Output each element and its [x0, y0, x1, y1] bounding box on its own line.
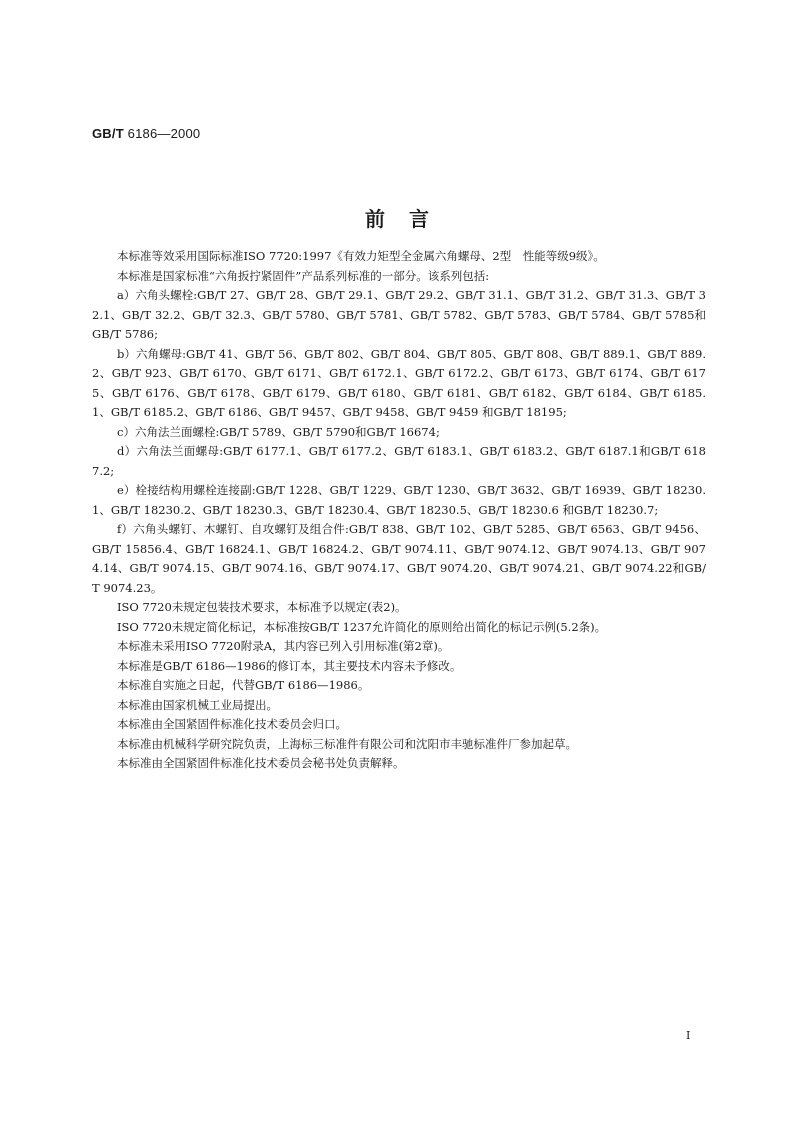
foreword-body	[92, 247, 706, 774]
list-item-hex-nuts: b）六角螺母:GB/T 41、GB/T 56、GB/T 802、GB/T 804、GB/T 805、GB/T 808、GB/T 889.1、GB/T 889.2、GB/T 923、GB/T 6170、GB/T 6171、GB/T 6172.1、GB/T 6172.2、GB/T 6173、GB/T 6174、GB/T 6175、GB/T 6176、GB/T 6178、GB/T 6179、GB/T 6180、GB/T 6181、GB/T 6182、GB/T 6184、GB/T 6185.1、GB/T 6185.2、GB/T 6186、GB/T 9457、GB/T 9458、GB/T 9459 和GB/T 18195;	[92, 346, 706, 419]
list-item-flange-bolts: c）六角法兰面螺栓:GB/T 5789、GB/T 5790和GB/T 16674;	[117, 424, 440, 439]
list-item-screws: f）六角头螺钉、木螺钉、自攻螺钉及组合件:GB/T 838、GB/T 102、GB/T 5285、GB/T 6563、GB/T 9456、GB/T 15856.4、GB/T 16824.1、GB/T 16824.2、GB/T 9074.11、GB/T 9074.12、GB/T 9074.13、GB/T 9074.14、GB/T 9074.15、GB/T 9074.16、GB/T 9074.17、GB/T 9074.20、GB/T 9074.21、GB/T 9074.22和GB/T 9074.23。	[92, 522, 706, 595]
standard-code	[92, 126, 200, 141]
standard-code-prefix: GB/T	[92, 126, 124, 141]
page-title: 前言	[365, 207, 453, 231]
paragraph-interpretation: 本标准由全国紧固件标准化技术委员会秘书处负责解释。	[117, 756, 405, 770]
paragraph-replacement: 本标准自实施之日起，代替GB/T 6186—1986。	[117, 678, 370, 692]
list-item-structural-bolting: e）栓接结构用螺栓连接副:GB/T 1228、GB/T 1229、GB/T 1230、GB/T 3632、GB/T 16939、GB/T 18230.1、GB/T 18230.2、GB/T 18230.3、GB/T 18230.4、GB/T 18230.5、GB/T 18230.6 和GB/T 18230.7;	[92, 483, 706, 517]
paragraph-revision: 本标准是GB/T 6186—1986的修订本，其主要技术内容未予修改。	[117, 658, 462, 673]
paragraph-committee: 本标准由全国紧固件标准化技术委员会归口。	[117, 717, 347, 731]
list-item-hex-bolts: a）六角头螺栓:GB/T 27、GB/T 28、GB/T 29.1、GB/T 29.2、GB/T 31.1、GB/T 31.2、GB/T 31.3、GB/T 32.1、GB/T 32.2、GB/T 32.3、GB/T 5780、GB/T 5781、GB/T 5782、GB/T 5783、GB/T 5784、GB/T 5785和GB/T 5786;	[92, 288, 706, 341]
page-number: I	[686, 1029, 691, 1042]
paragraph-packaging: ISO 7720未规定包装技术要求，本标准予以规定(表2)。	[117, 600, 407, 614]
paragraph-proposer: 本标准由国家机械工业局提出。	[117, 697, 278, 712]
paragraph-series-intro: 本标准是国家标准“六角扳拧紧固件”产品系列标准的一部分。该系列包括:	[117, 268, 490, 283]
paragraph-adoption: 本标准等效采用国际标准ISO 7720:1997《有效力矩型全金属六角螺母、2型 性能等级9级》。	[117, 249, 605, 263]
paragraph-marking: ISO 7720未规定简化标记，本标准按GB/T 1237允许简化的原则给出简化的标记示例(5.2条)。	[117, 619, 607, 634]
paragraph-annex: 本标准未采用ISO 7720附录A，其内容已列入引用标准(第2章)。	[117, 639, 450, 653]
paragraph-drafters: 本标准由机械科学研究院负责，上海标三标准件有限公司和沈阳市丰驰标准件厂参加起草。	[117, 736, 577, 751]
list-item-flange-nuts: d）六角法兰面螺母:GB/T 6177.1、GB/T 6177.2、GB/T 6183.1、GB/T 6183.2、GB/T 6187.1和GB/T 6187.2;	[92, 444, 706, 478]
standard-code-number: 6186—2000	[127, 126, 201, 141]
